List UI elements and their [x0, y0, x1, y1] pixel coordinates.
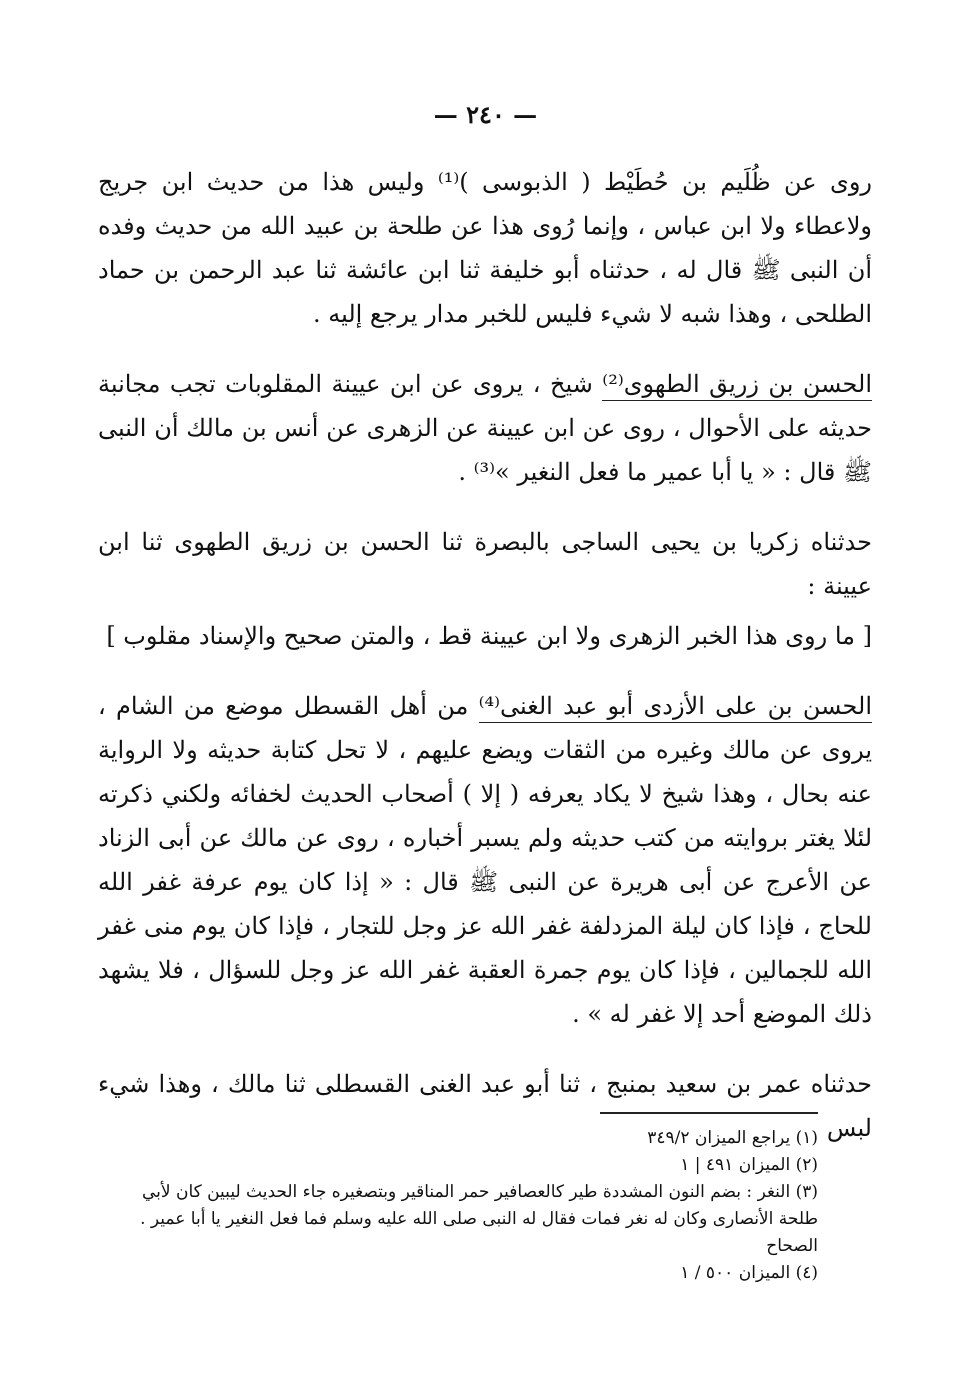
paragraph-1: روى عن ظُلَيم بن حُطَيْط ( الذبوسى )⁽¹⁾ وليس هذا من حديث ابن جريج ولاعطاء ولا ابن عباس ، وإنما رُوى هذا عن طلحة بن عبيد الله من حديث وفده أن النبى ﷺ قال له ، حدثناه أبو خليفة ثنا ابن عائشة ثنا عبد الرحمن بن حماد الطلحى ، وهذا شبه لا شيء فليس للخبر مدار يرجع إليه . — [98, 168, 872, 328]
paragraph-4 — [98, 684, 872, 1036]
entry-heading: الحسن بن على الأزدى أبو عبد الغنى⁽⁴⁾ — [479, 692, 872, 723]
footnotes — [98, 1125, 818, 1287]
footnote: (٢) الميزان ٤٩١ | ١ — [680, 1155, 818, 1175]
footnote-divider — [600, 1112, 818, 1114]
bracketed-note: [ ما روى هذا الخبر الزهرى ولا ابن عيينة قط ، والمتن صحيح والإسناد مقلوب ] — [106, 622, 872, 650]
paragraph-2 — [98, 362, 872, 494]
footnote: (٤) الميزان ٥٠٠ / ١ — [680, 1263, 818, 1283]
entry-heading: الحسن بن زريق الطهوى⁽²⁾ — [602, 370, 872, 401]
main-text — [98, 160, 872, 1176]
entry-text: شيخ ، يروى عن ابن عيينة المقلوبات تجب مجانبة حديثه على الأحوال ، روى عن ابن عيينة عن الزهرى عن أنس بن مالك أن النبى ﷺ قال : « يا أبا عمير ما فعل النغير »⁽³⁾ . — [98, 370, 872, 486]
paragraph-3: حدثناه زكريا بن يحيى الساجى بالبصرة ثنا الحسن بن زريق الطهوى ثنا ابن عيينة : — [98, 528, 872, 600]
footnote: (١) يراجع الميزان ٣٤٩/٢ — [647, 1128, 818, 1148]
page-number: — ٢٤٠ — — [433, 100, 538, 129]
paragraph-5: حدثناه عمر بن سعيد بمنبج ، ثنا أبو عبد الغنى القسطلى ثنا مالك ، وهذا شيء لبس — [98, 1070, 872, 1142]
entry-text: من أهل القسطل موضع من الشام ، يروى عن مالك وغيره من الثقات ويضع عليهم ، لا تحل كتابة حديثه ولا الرواية عنه بحال ، وهذا شيخ لا يكاد يعرفه ( إلا ) أصحاب الحديث لخفائه ولكني ذكرته لئلا يغتر بروايته من كتب حديثه ولم يسبر أخباره ، روى عن مالك عن أبى الزناد عن الأعرج عن أبى هريرة عن النبى ﷺ قال : « إذا كان يوم عرفة غفر الله للحاج ، فإذا كان ليلة المزدلفة غفر الله عز وجل للتجار ، فإذا كان يوم منى غفر الله للجمالين ، فإذا كان يوم جمرة العقبة غفر الله عز وجل للسؤال ، فلا يشهد ذلك الموضع أحد إلا غفر له » . — [98, 692, 873, 1028]
footnote: (٣) النغر : بضم النون المشددة طير كالعصافير حمر المناقير وبتصغيره جاء الحديث ليبين كان لأبي طلحة الأنصارى وكان له نغر فمات فقال له النبى صلى الله عليه وسلم فما فعل النغير يا أبا عمير . الصحاح — [140, 1182, 818, 1256]
